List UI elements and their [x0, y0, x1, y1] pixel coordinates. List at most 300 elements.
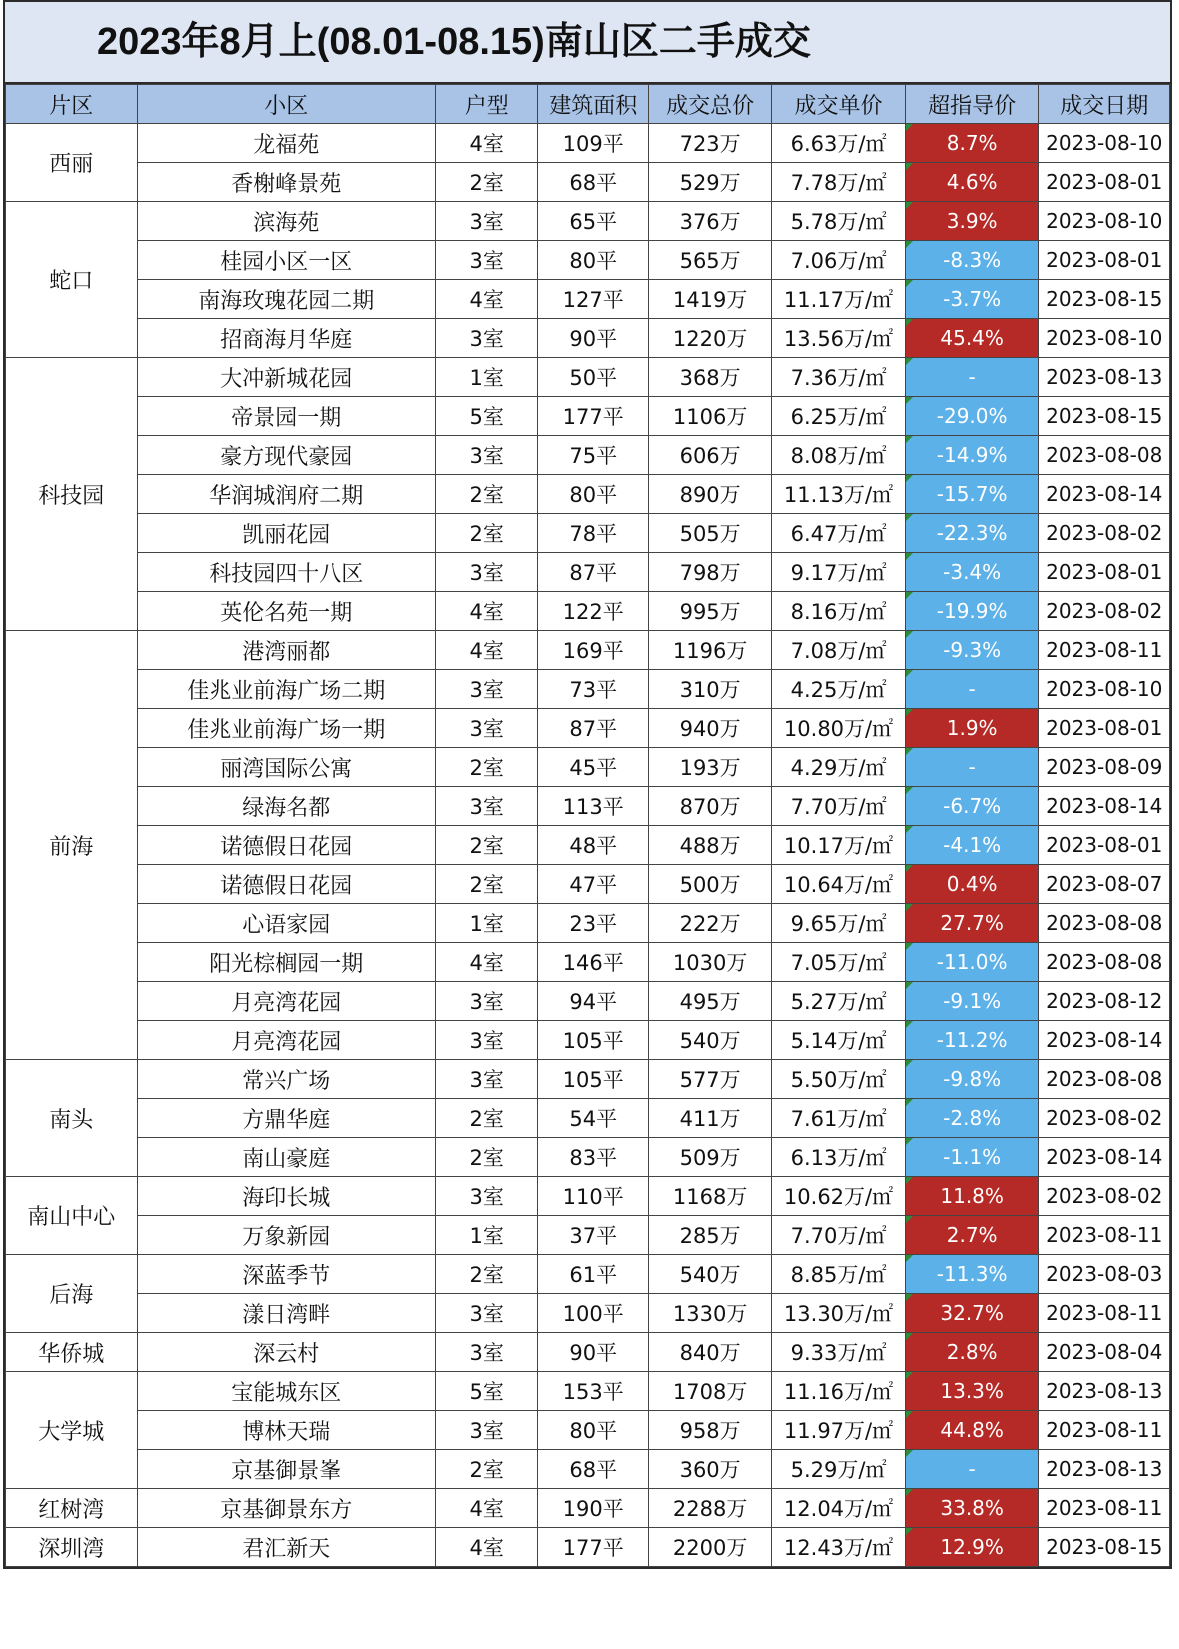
layout-cell: 4室: [436, 631, 538, 670]
total-price-cell: 1168万: [649, 1177, 772, 1216]
unit-price-cell: 11.16万/㎡: [772, 1372, 906, 1411]
community-cell: 科技园四十八区: [137, 553, 436, 592]
table-row: [6, 358, 1170, 397]
sheet-title: 2023年8月上(08.01-08.15)南山区二手成交: [5, 2, 1170, 84]
table-row: [6, 865, 1170, 904]
table-row: [6, 982, 1170, 1021]
layout-cell: 1室: [436, 358, 538, 397]
layout-cell: 3室: [436, 436, 538, 475]
community-cell: 帝景园一期: [137, 397, 436, 436]
size-cell: 54平: [538, 1099, 649, 1138]
total-price-cell: 840万: [649, 1333, 772, 1372]
total-price-cell: 368万: [649, 358, 772, 397]
premium-cell: -8.3%: [905, 241, 1039, 280]
layout-cell: 4室: [436, 280, 538, 319]
unit-price-cell: 7.36万/㎡: [772, 358, 906, 397]
date-cell: 2023-08-11: [1039, 1294, 1170, 1333]
community-cell: 港湾丽都: [137, 631, 436, 670]
premium-cell: -1.1%: [905, 1138, 1039, 1177]
unit-price-cell: 6.47万/㎡: [772, 514, 906, 553]
unit-price-cell: 12.43万/㎡: [772, 1528, 906, 1567]
layout-cell: 2室: [436, 826, 538, 865]
date-cell: 2023-08-11: [1039, 1216, 1170, 1255]
unit-price-cell: 7.78万/㎡: [772, 163, 906, 202]
unit-price-cell: 8.16万/㎡: [772, 592, 906, 631]
layout-cell: 3室: [436, 1177, 538, 1216]
total-price-cell: 1030万: [649, 943, 772, 982]
unit-price-cell: 9.65万/㎡: [772, 904, 906, 943]
size-cell: 87平: [538, 709, 649, 748]
date-cell: 2023-08-13: [1039, 1450, 1170, 1489]
premium-cell: -9.8%: [905, 1060, 1039, 1099]
size-cell: 48平: [538, 826, 649, 865]
area-cell: 深圳湾: [6, 1528, 138, 1567]
header-date: 成交日期: [1039, 85, 1170, 124]
size-cell: 73平: [538, 670, 649, 709]
date-cell: 2023-08-01: [1039, 553, 1170, 592]
size-cell: 37平: [538, 1216, 649, 1255]
table-row: [6, 670, 1170, 709]
premium-cell: 8.7%: [905, 124, 1039, 163]
premium-cell: -: [905, 670, 1039, 709]
unit-price-cell: 11.17万/㎡: [772, 280, 906, 319]
premium-cell: -29.0%: [905, 397, 1039, 436]
layout-cell: 3室: [436, 202, 538, 241]
total-price-cell: 1330万: [649, 1294, 772, 1333]
layout-cell: 2室: [436, 163, 538, 202]
total-price-cell: 606万: [649, 436, 772, 475]
table-row: [6, 904, 1170, 943]
community-cell: 君汇新天: [137, 1528, 436, 1567]
area-cell: 华侨城: [6, 1333, 138, 1372]
size-cell: 83平: [538, 1138, 649, 1177]
unit-price-cell: 5.50万/㎡: [772, 1060, 906, 1099]
date-cell: 2023-08-14: [1039, 787, 1170, 826]
community-cell: 京基御景峯: [137, 1450, 436, 1489]
layout-cell: 2室: [436, 1450, 538, 1489]
date-cell: 2023-08-02: [1039, 592, 1170, 631]
premium-cell: -9.1%: [905, 982, 1039, 1021]
size-cell: 177平: [538, 1528, 649, 1567]
unit-price-cell: 4.29万/㎡: [772, 748, 906, 787]
community-cell: 南山豪庭: [137, 1138, 436, 1177]
date-cell: 2023-08-08: [1039, 436, 1170, 475]
layout-cell: 2室: [436, 475, 538, 514]
table-row: [6, 1489, 1170, 1528]
community-cell: 丽湾国际公寓: [137, 748, 436, 787]
size-cell: 127平: [538, 280, 649, 319]
size-cell: 90平: [538, 319, 649, 358]
layout-cell: 3室: [436, 553, 538, 592]
layout-cell: 3室: [436, 709, 538, 748]
unit-price-cell: 10.64万/㎡: [772, 865, 906, 904]
layout-cell: 3室: [436, 982, 538, 1021]
table-row: [6, 1411, 1170, 1450]
community-cell: 方鼎华庭: [137, 1099, 436, 1138]
header-size: 建筑面积: [538, 85, 649, 124]
area-cell: 大学城: [6, 1372, 138, 1489]
sales-table: [5, 84, 1170, 1567]
unit-price-cell: 10.80万/㎡: [772, 709, 906, 748]
premium-cell: -15.7%: [905, 475, 1039, 514]
premium-cell: -4.1%: [905, 826, 1039, 865]
community-cell: 南海玫瑰花园二期: [137, 280, 436, 319]
table-row: [6, 1294, 1170, 1333]
unit-price-cell: 11.13万/㎡: [772, 475, 906, 514]
date-cell: 2023-08-01: [1039, 826, 1170, 865]
date-cell: 2023-08-01: [1039, 163, 1170, 202]
unit-price-cell: 5.29万/㎡: [772, 1450, 906, 1489]
size-cell: 177平: [538, 397, 649, 436]
premium-cell: 2.7%: [905, 1216, 1039, 1255]
table-row: [6, 1216, 1170, 1255]
table-row: [6, 1021, 1170, 1060]
community-cell: 深蓝季节: [137, 1255, 436, 1294]
premium-cell: -11.3%: [905, 1255, 1039, 1294]
layout-cell: 5室: [436, 397, 538, 436]
community-cell: 月亮湾花园: [137, 982, 436, 1021]
total-price-cell: 500万: [649, 865, 772, 904]
community-cell: 京基御景东方: [137, 1489, 436, 1528]
community-cell: 海印长城: [137, 1177, 436, 1216]
community-cell: 佳兆业前海广场二期: [137, 670, 436, 709]
table-row: [6, 163, 1170, 202]
total-price-cell: 310万: [649, 670, 772, 709]
layout-cell: 3室: [436, 1333, 538, 1372]
layout-cell: 4室: [436, 1489, 538, 1528]
total-price-cell: 540万: [649, 1255, 772, 1294]
table-row: [6, 1528, 1170, 1567]
unit-price-cell: 13.30万/㎡: [772, 1294, 906, 1333]
community-cell: 龙福苑: [137, 124, 436, 163]
area-cell: 后海: [6, 1255, 138, 1333]
unit-price-cell: 7.70万/㎡: [772, 1216, 906, 1255]
layout-cell: 4室: [436, 592, 538, 631]
premium-cell: -: [905, 1450, 1039, 1489]
header-premium: 超指导价: [905, 85, 1039, 124]
unit-price-cell: 7.08万/㎡: [772, 631, 906, 670]
premium-cell: -: [905, 358, 1039, 397]
size-cell: 146平: [538, 943, 649, 982]
total-price-cell: 411万: [649, 1099, 772, 1138]
community-cell: 豪方现代豪园: [137, 436, 436, 475]
size-cell: 68平: [538, 1450, 649, 1489]
premium-cell: -3.4%: [905, 553, 1039, 592]
date-cell: 2023-08-13: [1039, 1372, 1170, 1411]
layout-cell: 3室: [436, 1021, 538, 1060]
community-cell: 招商海月华庭: [137, 319, 436, 358]
size-cell: 68平: [538, 163, 649, 202]
header-community: 小区: [137, 85, 436, 124]
total-price-cell: 495万: [649, 982, 772, 1021]
date-cell: 2023-08-10: [1039, 670, 1170, 709]
layout-cell: 3室: [436, 787, 538, 826]
unit-price-cell: 7.06万/㎡: [772, 241, 906, 280]
unit-price-cell: 9.17万/㎡: [772, 553, 906, 592]
date-cell: 2023-08-14: [1039, 475, 1170, 514]
date-cell: 2023-08-01: [1039, 241, 1170, 280]
total-price-cell: 1419万: [649, 280, 772, 319]
layout-cell: 1室: [436, 1216, 538, 1255]
size-cell: 61平: [538, 1255, 649, 1294]
unit-price-cell: 5.78万/㎡: [772, 202, 906, 241]
area-cell: 南头: [6, 1060, 138, 1177]
table-row: [6, 1177, 1170, 1216]
community-cell: 凯丽花园: [137, 514, 436, 553]
table-row: [6, 124, 1170, 163]
layout-cell: 2室: [436, 865, 538, 904]
layout-cell: 4室: [436, 943, 538, 982]
total-price-cell: 1708万: [649, 1372, 772, 1411]
community-cell: 英伦名苑一期: [137, 592, 436, 631]
date-cell: 2023-08-01: [1039, 709, 1170, 748]
total-price-cell: 958万: [649, 1411, 772, 1450]
total-price-cell: 2288万: [649, 1489, 772, 1528]
unit-price-cell: 4.25万/㎡: [772, 670, 906, 709]
layout-cell: 3室: [436, 1294, 538, 1333]
size-cell: 90平: [538, 1333, 649, 1372]
date-cell: 2023-08-14: [1039, 1138, 1170, 1177]
unit-price-cell: 10.17万/㎡: [772, 826, 906, 865]
table-row: [6, 1099, 1170, 1138]
total-price-cell: 505万: [649, 514, 772, 553]
premium-cell: -9.3%: [905, 631, 1039, 670]
layout-cell: 4室: [436, 124, 538, 163]
date-cell: 2023-08-04: [1039, 1333, 1170, 1372]
layout-cell: 3室: [436, 241, 538, 280]
date-cell: 2023-08-14: [1039, 1021, 1170, 1060]
size-cell: 109平: [538, 124, 649, 163]
size-cell: 80平: [538, 241, 649, 280]
table-row: [6, 475, 1170, 514]
community-cell: 常兴广场: [137, 1060, 436, 1099]
layout-cell: 1室: [436, 904, 538, 943]
size-cell: 122平: [538, 592, 649, 631]
premium-cell: 1.9%: [905, 709, 1039, 748]
date-cell: 2023-08-13: [1039, 358, 1170, 397]
date-cell: 2023-08-10: [1039, 202, 1170, 241]
total-price-cell: 1196万: [649, 631, 772, 670]
table-row: [6, 1255, 1170, 1294]
total-price-cell: 890万: [649, 475, 772, 514]
table-row: [6, 514, 1170, 553]
unit-price-cell: 7.05万/㎡: [772, 943, 906, 982]
date-cell: 2023-08-08: [1039, 943, 1170, 982]
date-cell: 2023-08-15: [1039, 1528, 1170, 1567]
unit-price-cell: 5.27万/㎡: [772, 982, 906, 1021]
total-price-cell: 193万: [649, 748, 772, 787]
area-cell: 科技园: [6, 358, 138, 631]
size-cell: 47平: [538, 865, 649, 904]
date-cell: 2023-08-11: [1039, 1411, 1170, 1450]
layout-cell: 2室: [436, 748, 538, 787]
date-cell: 2023-08-15: [1039, 397, 1170, 436]
total-price-cell: 723万: [649, 124, 772, 163]
unit-price-cell: 7.70万/㎡: [772, 787, 906, 826]
community-cell: 月亮湾花园: [137, 1021, 436, 1060]
table-body: [6, 124, 1170, 1567]
size-cell: 94平: [538, 982, 649, 1021]
community-cell: 漾日湾畔: [137, 1294, 436, 1333]
premium-cell: -14.9%: [905, 436, 1039, 475]
header-row: [6, 85, 1170, 124]
premium-cell: 2.8%: [905, 1333, 1039, 1372]
date-cell: 2023-08-12: [1039, 982, 1170, 1021]
unit-price-cell: 6.63万/㎡: [772, 124, 906, 163]
date-cell: 2023-08-02: [1039, 1099, 1170, 1138]
layout-cell: 3室: [436, 670, 538, 709]
table-row: [6, 436, 1170, 475]
total-price-cell: 222万: [649, 904, 772, 943]
table-row: [6, 319, 1170, 358]
size-cell: 113平: [538, 787, 649, 826]
community-cell: 桂园小区一区: [137, 241, 436, 280]
date-cell: 2023-08-02: [1039, 1177, 1170, 1216]
premium-cell: -11.0%: [905, 943, 1039, 982]
layout-cell: 2室: [436, 1099, 538, 1138]
table-row: [6, 826, 1170, 865]
total-price-cell: 2200万: [649, 1528, 772, 1567]
unit-price-cell: 10.62万/㎡: [772, 1177, 906, 1216]
total-price-cell: 285万: [649, 1216, 772, 1255]
layout-cell: 3室: [436, 1411, 538, 1450]
size-cell: 190平: [538, 1489, 649, 1528]
table-row: [6, 1450, 1170, 1489]
total-price-cell: 360万: [649, 1450, 772, 1489]
total-price-cell: 565万: [649, 241, 772, 280]
unit-price-cell: 8.85万/㎡: [772, 1255, 906, 1294]
layout-cell: 2室: [436, 514, 538, 553]
unit-price-cell: 11.97万/㎡: [772, 1411, 906, 1450]
size-cell: 153平: [538, 1372, 649, 1411]
date-cell: 2023-08-02: [1039, 514, 1170, 553]
community-cell: 佳兆业前海广场一期: [137, 709, 436, 748]
premium-cell: 44.8%: [905, 1411, 1039, 1450]
size-cell: 100平: [538, 1294, 649, 1333]
community-cell: 绿海名都: [137, 787, 436, 826]
total-price-cell: 529万: [649, 163, 772, 202]
layout-cell: 5室: [436, 1372, 538, 1411]
header-area: 片区: [6, 85, 138, 124]
table-row: [6, 709, 1170, 748]
unit-price-cell: 6.25万/㎡: [772, 397, 906, 436]
premium-cell: 0.4%: [905, 865, 1039, 904]
size-cell: 110平: [538, 1177, 649, 1216]
community-cell: 博林天瑞: [137, 1411, 436, 1450]
premium-cell: 45.4%: [905, 319, 1039, 358]
layout-cell: 3室: [436, 319, 538, 358]
table-row: [6, 748, 1170, 787]
table-row: [6, 280, 1170, 319]
community-cell: 香榭峰景苑: [137, 163, 436, 202]
table-row: [6, 592, 1170, 631]
date-cell: 2023-08-15: [1039, 280, 1170, 319]
date-cell: 2023-08-09: [1039, 748, 1170, 787]
table-row: [6, 1372, 1170, 1411]
premium-cell: 11.8%: [905, 1177, 1039, 1216]
sales-sheet: [3, 0, 1172, 1569]
premium-cell: -11.2%: [905, 1021, 1039, 1060]
community-cell: 诺德假日花园: [137, 826, 436, 865]
size-cell: 80平: [538, 1411, 649, 1450]
unit-price-cell: 12.04万/㎡: [772, 1489, 906, 1528]
total-price-cell: 540万: [649, 1021, 772, 1060]
premium-cell: -6.7%: [905, 787, 1039, 826]
size-cell: 105平: [538, 1021, 649, 1060]
premium-cell: -19.9%: [905, 592, 1039, 631]
total-price-cell: 509万: [649, 1138, 772, 1177]
premium-cell: -22.3%: [905, 514, 1039, 553]
date-cell: 2023-08-03: [1039, 1255, 1170, 1294]
total-price-cell: 798万: [649, 553, 772, 592]
premium-cell: 3.9%: [905, 202, 1039, 241]
total-price-cell: 488万: [649, 826, 772, 865]
table-row: [6, 202, 1170, 241]
area-cell: 南山中心: [6, 1177, 138, 1255]
date-cell: 2023-08-10: [1039, 319, 1170, 358]
date-cell: 2023-08-07: [1039, 865, 1170, 904]
date-cell: 2023-08-08: [1039, 1060, 1170, 1099]
table-row: [6, 631, 1170, 670]
unit-price-cell: 13.56万/㎡: [772, 319, 906, 358]
date-cell: 2023-08-11: [1039, 1489, 1170, 1528]
size-cell: 87平: [538, 553, 649, 592]
area-cell: 蛇口: [6, 202, 138, 358]
community-cell: 阳光棕榈园一期: [137, 943, 436, 982]
community-cell: 深云村: [137, 1333, 436, 1372]
premium-cell: 4.6%: [905, 163, 1039, 202]
size-cell: 80平: [538, 475, 649, 514]
table-row: [6, 553, 1170, 592]
total-price-cell: 1106万: [649, 397, 772, 436]
area-cell: 红树湾: [6, 1489, 138, 1528]
layout-cell: 3室: [436, 1060, 538, 1099]
area-cell: 前海: [6, 631, 138, 1060]
header-layout: 户型: [436, 85, 538, 124]
date-cell: 2023-08-10: [1039, 124, 1170, 163]
unit-price-cell: 9.33万/㎡: [772, 1333, 906, 1372]
table-row: [6, 1138, 1170, 1177]
table-row: [6, 1333, 1170, 1372]
total-price-cell: 995万: [649, 592, 772, 631]
premium-cell: -3.7%: [905, 280, 1039, 319]
table-row: [6, 787, 1170, 826]
premium-cell: 13.3%: [905, 1372, 1039, 1411]
table-row: [6, 943, 1170, 982]
size-cell: 169平: [538, 631, 649, 670]
community-cell: 诺德假日花园: [137, 865, 436, 904]
community-cell: 宝能城东区: [137, 1372, 436, 1411]
community-cell: 大冲新城花园: [137, 358, 436, 397]
total-price-cell: 870万: [649, 787, 772, 826]
date-cell: 2023-08-08: [1039, 904, 1170, 943]
header-unit-price: 成交单价: [772, 85, 906, 124]
unit-price-cell: 7.61万/㎡: [772, 1099, 906, 1138]
table-row: [6, 1060, 1170, 1099]
size-cell: 23平: [538, 904, 649, 943]
total-price-cell: 577万: [649, 1060, 772, 1099]
total-price-cell: 940万: [649, 709, 772, 748]
date-cell: 2023-08-11: [1039, 631, 1170, 670]
size-cell: 78平: [538, 514, 649, 553]
size-cell: 65平: [538, 202, 649, 241]
layout-cell: 2室: [436, 1138, 538, 1177]
community-cell: 心语家园: [137, 904, 436, 943]
community-cell: 万象新园: [137, 1216, 436, 1255]
premium-cell: -: [905, 748, 1039, 787]
area-cell: 西丽: [6, 124, 138, 202]
premium-cell: 12.9%: [905, 1528, 1039, 1567]
